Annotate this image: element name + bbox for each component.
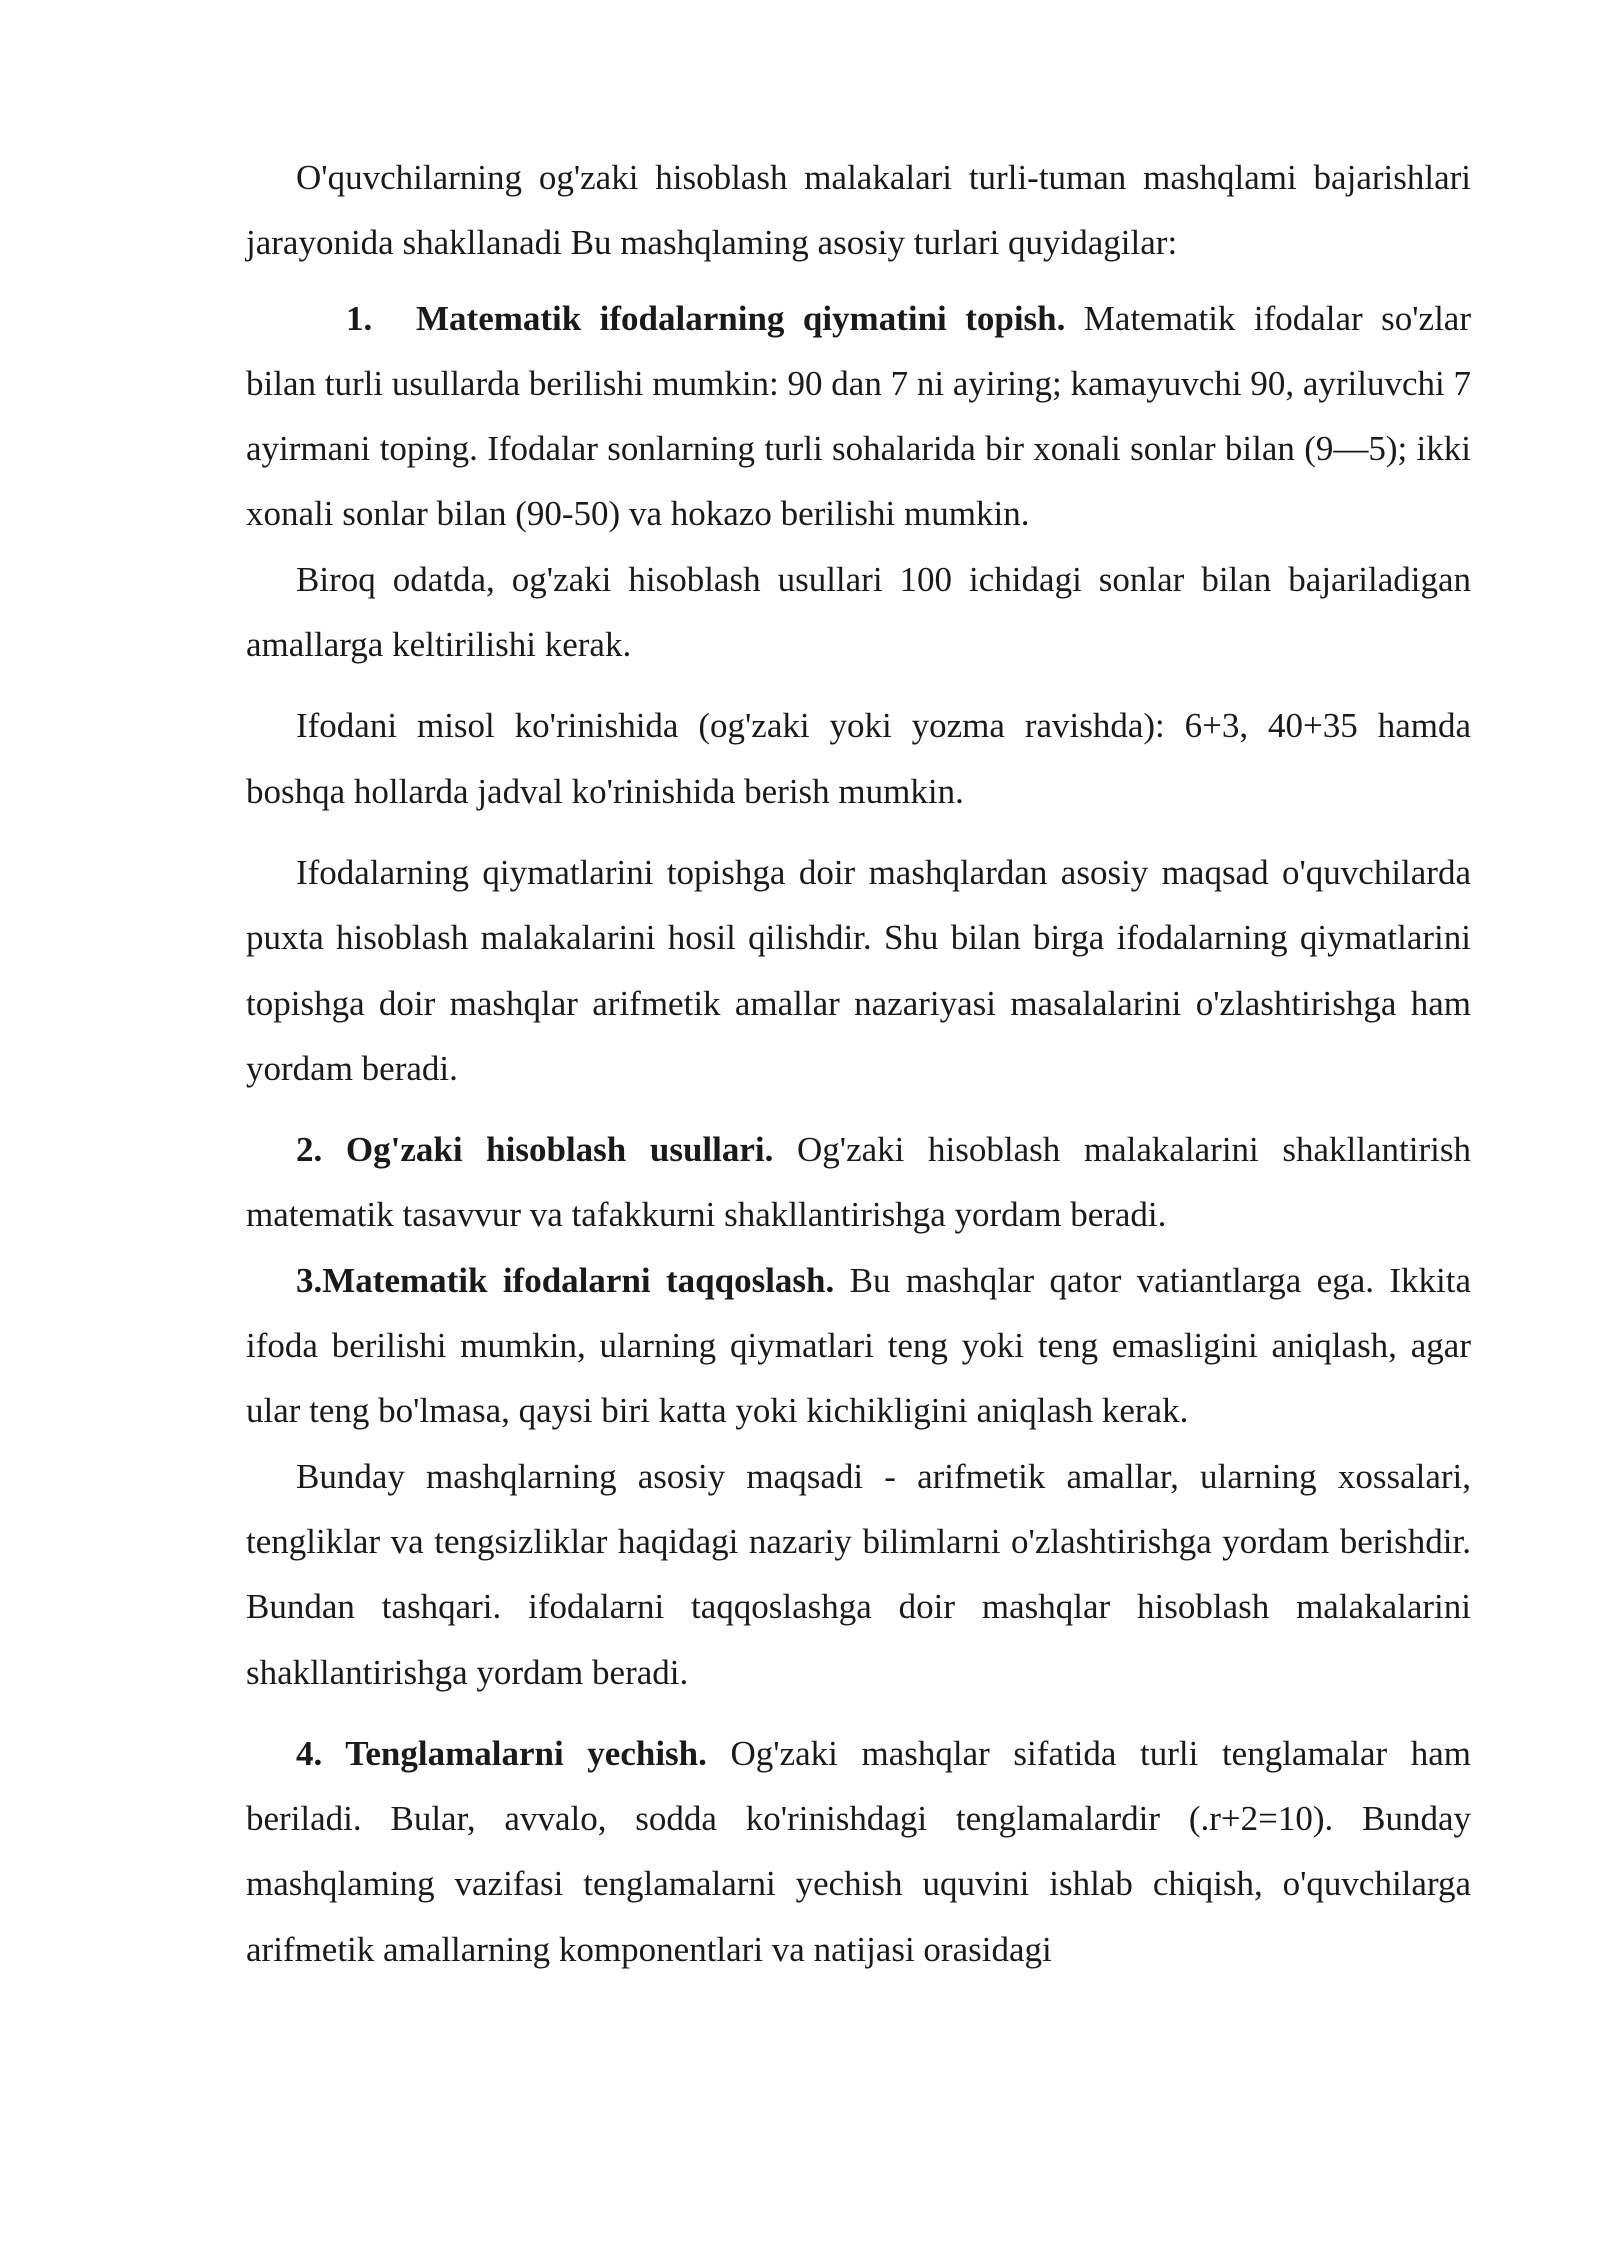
paragraph-goal: Ifodalarning qiymatlarini topishga doir mashqlardan asosiy maqsad o'quvchilarda puxta hisoblash malakalarini hosil qilishdir. Shu bilan birga ifodalarning qiymatlarini topishga doir mashqlar arifmetik amallar nazariyasi masalalarini o'zlashtirishga ham yordam beradi. bbox=[246, 852, 1471, 1088]
paragraph-intro: O'quvchilarning og'zaki hisoblash malakalari turli-tuman mashqlami bajarishlari jarayonida shakllanadi Bu mashqlaming asosiy turlari quyidagilar: bbox=[246, 158, 1471, 263]
section-body: Og'zaki mashqlar sifatida turli tenglamalar ham beriladi. Bular, avvalo, sodda ko'rinishdagi tenglamalardir (.r+2=10). Bunday mashqlaming vazifasi tenglamalarni yechish uquvini ishlab chiqish, o'quvchilarga arifmetik amallarning komponentlari va natijasi orasidagi bbox=[246, 1733, 1471, 1969]
section-body: Matematik ifodalar so'zlar bilan turli usullarda berilishi mumkin: 90 dan 7 ni ayiring; kamayuvchi 90, ayriluvchi 7 ayirmani toping. Ifodalar sonlarning turli sohalarida bir xonali sonlar bilan (9—5); ikki xonali sonlar bilan (90-50) va hokazo berilishi mumkin. bbox=[246, 298, 1471, 534]
section-body: Bu mashqlar qator vatiantlarga ega. Ikkita ifoda berilishi mumkin, ularning qiymatlari teng yoki teng emasligini aniqlash, agar ular teng bo'lmasa, qaysi biri katta yoki kichikligini aniqlash kerak. bbox=[246, 1260, 1471, 1431]
section-number: 1. bbox=[346, 298, 373, 338]
document-body bbox=[246, 145, 1471, 1982]
paragraph-section-3 bbox=[246, 1248, 1471, 1444]
paragraph-section-1 bbox=[246, 286, 1471, 547]
paragraph-example-form: Ifodani misol ko'rinishida (og'zaki yoki yozma ravishda): 6+3, 40+35 hamda boshqa hollarda jadval ko'rinishida berish mumkin. bbox=[246, 706, 1471, 811]
section-heading: 2. Og'zaki hisoblash usullari. bbox=[296, 1130, 774, 1170]
paragraph-comparison-goal: Bunday mashqlarning asosiy maqsadi - arifmetik amallar, ularning xossalari, tengliklar va tengsizliklar haqidagi nazariy bilimlarni o'zlashtirishga yordam berishdir. Bundan tashqari. ifodalarni taqqoslashga doir mashqlar hisoblash malakalarini shakllantirishga yordam beradi. bbox=[246, 1456, 1471, 1692]
section-heading: 3.Matematik ifodalarni taqqoslash. bbox=[296, 1260, 835, 1300]
paragraph-section-4 bbox=[246, 1721, 1471, 1982]
section-body: Og'zaki hisoblash malakalarini shakllantirish matematik tasavvur va tafakkurni shakllantirishga yordam beradi. bbox=[246, 1130, 1471, 1235]
section-heading: 4. Tenglamalarni yechish. bbox=[296, 1733, 707, 1773]
paragraph-section-2 bbox=[246, 1117, 1471, 1248]
section-heading: Matematik ifodalarning qiymatini topish. bbox=[416, 298, 1066, 338]
paragraph-range-note: Biroq odatda, og'zaki hisoblash usullari 100 ichidagi sonlar bilan bajariladigan amallarga keltirilishi kerak. bbox=[246, 559, 1471, 665]
